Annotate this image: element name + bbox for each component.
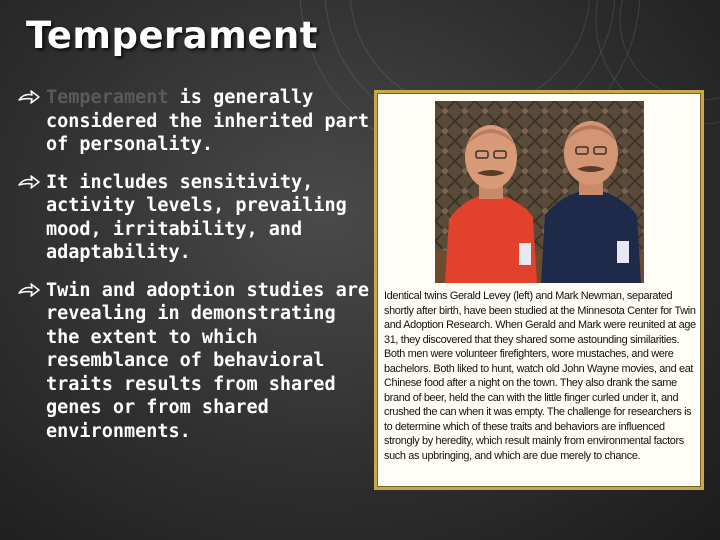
- highlighted-term: Temperament: [46, 87, 169, 108]
- bullet-text: is generally considered the inherited part of personality.: [46, 87, 370, 155]
- bullet-list: [18, 86, 370, 457]
- bullet-item: [18, 86, 370, 157]
- arrow-right-icon: [18, 175, 40, 191]
- bullet-text: It includes sensitivity, activity levels, prevailing mood, irritability, and adaptability.: [46, 171, 347, 263]
- bullet-text: Twin and adoption studies are revealing in demonstrating the extent to which resemblance of behavioral traits results from shared genes or from shared environments.: [46, 279, 370, 442]
- bullet-item: [18, 171, 370, 265]
- slide-title: Temperament: [26, 14, 318, 57]
- twins-photo: [435, 101, 644, 283]
- figure-caption: Identical twins Gerald Levey (left) and Mark Newman, separated shortly after birth, have been studied at the Minnesota Center for Twin and Adoption Research. When Gerald and Mark were reunited at age 31, they discovered that they shared some astounding similarities. Both men were volunteer firefighters, wore mustaches, and were bachelors. Both liked to hunt, watch old John Wayne movies, and eat Chinese food after a night on the town. They also drank the same brand of beer, held the can with the little finger curled under it, and crushed the can when it was empty. The challenge for researchers is to determine which of these traits and behaviors are influenced strongly by heredity, which result mainly from environmental factors such as upbringing, and which are due merely to chance.: [384, 290, 696, 462]
- arrow-right-icon: [18, 283, 40, 299]
- bullet-item: [18, 279, 370, 444]
- twins-figure: [374, 90, 704, 490]
- arrow-right-icon: [18, 90, 40, 106]
